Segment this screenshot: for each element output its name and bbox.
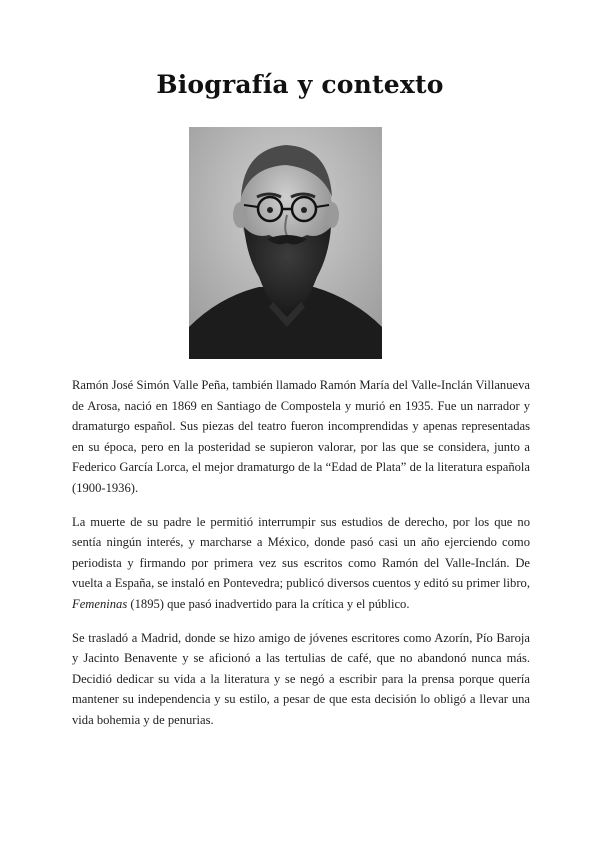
paragraph-2-text-a: La muerte de su padre le permitió interrumpir sus estudios de derecho, por los que no sentía ningún interés, y marcharse a México, donde pasó casi un año ejerciendo como periodista y firmando por primera vez sus escritos como Ramón del Valle-Inclán. De vuelta a España, se instaló en Pontevedra; publicó diversos cuentos y editó su primer libro, [72,514,530,591]
biography-text [72,375,530,744]
book-title: Femeninas [72,596,128,611]
portrait-photo-icon [189,127,382,359]
paragraph-2 [72,512,530,615]
page-title: Biografía y contexto [156,70,444,99]
author-portrait [189,127,382,359]
paragraph-3: Se trasladó a Madrid, donde se hizo amigo de jóvenes escritores como Azorín, Pío Baroja y Jacinto Benavente y se aficionó a las tertulias de café, que no abandonó nunca más. Decidió dedicar su vida a la literatura y se negó a escribir para la prensa porque quería mantener su independencia y su estilo, a pesar de que esta decisión lo obligó a llevar una vida bohemia y de penurias. [72,630,530,727]
paragraph-1: Ramón José Simón Valle Peña, también llamado Ramón María del Valle-Inclán Villanueva de Arosa, nació en 1869 en Santiago de Compostela y murió en 1935. Fue un narrador y dramaturgo español. Sus piezas del teatro fueron incomprendidas y apenas representadas en su época, pero en la posteridad se supieron valorar, por las que se considera, junto a Federico García Lorca, el mejor dramaturgo de la “Edad de Plata” de la literatura española (1900-1936). [72,378,530,495]
paragraph-2-text-b: (1895) que pasó inadvertido para la crítica y el público. [127,596,410,611]
